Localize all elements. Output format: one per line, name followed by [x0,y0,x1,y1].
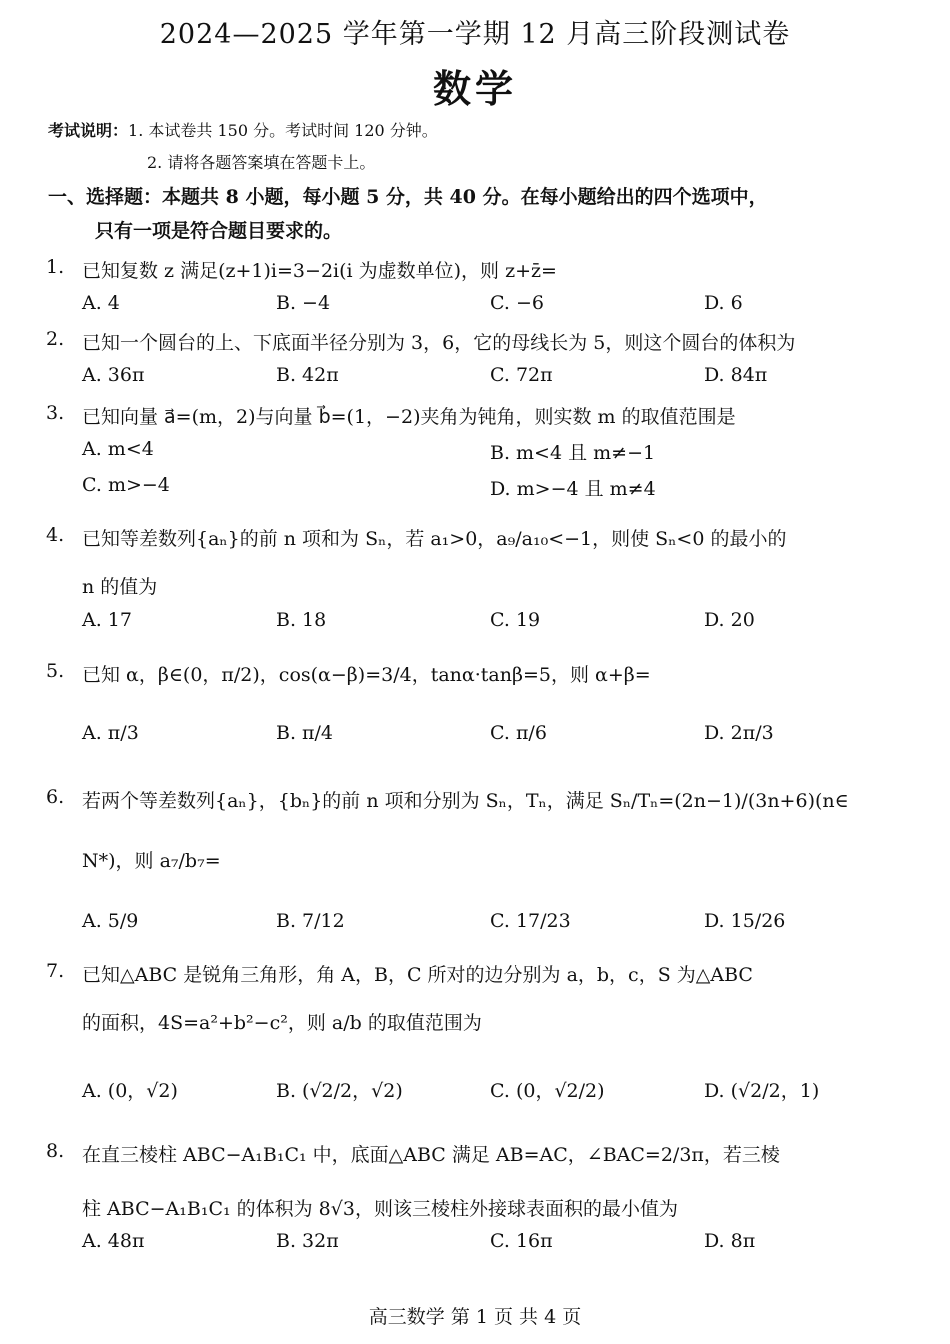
question-3-stem: 已知向量 a⃗=(m，2)与向量 b⃗=(1，−2)夹角为钝角，则实数 m 的取值范围是 [82,406,736,428]
question-6-option-d: D. 15/26 [704,910,786,932]
question-1-option-d: D. 6 [704,292,743,314]
question-2-option-b: B. 42π [276,364,339,386]
question-5-stem: 已知 α，β∈(0，π/2)，cos(α−β)=3/4，tanα·tanβ=5，则 α+β= [82,664,651,686]
question-1-number: 1. [46,256,65,278]
question-8-option-d: D. 8π [704,1230,756,1252]
question-3-option-a: A. m<4 [82,438,154,460]
question-3-option-b: B. m<4 且 m≠−1 [490,442,656,464]
question-7-number: 7. [46,960,65,982]
question-4-stem-line1: 已知等差数列{aₙ}的前 n 项和为 Sₙ，若 a₁>0，a₉/a₁₀<−1，则使 Sₙ<0 的最小的 [82,528,787,550]
question-8-number: 8. [46,1140,65,1162]
question-8-stem-line2: 柱 ABC−A₁B₁C₁ 的体积为 8√3，则该三棱柱外接球表面积的最小值为 [82,1198,678,1220]
question-4-stem-line2: n 的值为 [82,576,158,598]
question-7-stem-line1: 已知△ABC 是锐角三角形，角 A，B，C 所对的边分别为 a，b，c，S 为△ABC [82,964,753,986]
question-6-option-c: C. 17/23 [490,910,571,932]
question-5-option-d: D. 2π/3 [704,722,774,744]
question-6-stem-line2: N*)，则 a₇/b₇= [82,850,221,872]
question-7-option-d: D. (√2/2，1) [704,1080,820,1102]
question-4-option-b: B. 18 [276,609,327,631]
question-8-stem-line1: 在直三棱柱 ABC−A₁B₁C₁ 中，底面△ABC 满足 AB=AC，∠BAC=2/3π，若三棱 [82,1144,780,1166]
section-heading-line1: 一、选择题：本题共 8 小题，每小题 5 分，共 40 分。在每小题给出的四个选项中， [48,186,768,208]
notes-label: 考试说明： [48,121,129,140]
page-footer: 高三数学 第 1 页 共 4 页 [368,1306,582,1328]
question-5-option-a: A. π/3 [82,722,139,744]
question-2-option-c: C. 72π [490,364,553,386]
question-6-option-a: A. 5/9 [82,910,139,932]
question-1-stem: 已知复数 z 满足(z+1)i=3−2i(i 为虚数单位)，则 z+z̄= [82,260,557,282]
question-5-option-b: B. π/4 [276,722,334,744]
question-4-option-a: A. 17 [82,609,132,631]
question-6-number: 6. [46,786,65,808]
question-1-option-c: C. −6 [490,292,544,314]
notes-item-1: 1. 本试卷共 150 分。考试时间 120 分钟。 [128,121,438,140]
question-2-stem: 已知一个圆台的上、下底面半径分别为 3，6，它的母线长为 5，则这个圆台的体积为 [82,332,796,354]
question-7-stem-line2: 的面积，4S=a²+b²−c²，则 a/b 的取值范围为 [82,1012,482,1034]
question-2-option-a: A. 36π [82,364,145,386]
question-7-option-a: A. (0，√2) [82,1080,178,1102]
question-4-number: 4. [46,524,65,546]
subject-title: 数学 [432,66,517,111]
question-4-option-d: D. 20 [704,609,755,631]
question-2-number: 2. [46,328,65,350]
question-1-option-b: B. −4 [276,292,331,314]
question-8-option-b: B. 32π [276,1230,339,1252]
exam-notes [48,118,438,141]
section-heading-line2: 只有一项是符合题目要求的。 [95,220,343,242]
question-1-option-a: A. 4 [82,292,120,314]
question-5-number: 5. [46,660,65,682]
question-7-option-b: B. (√2/2，√2) [276,1080,403,1102]
question-3-option-c: C. m>−4 [82,474,170,496]
question-7-option-c: C. (0，√2/2) [490,1080,605,1102]
question-4-option-c: C. 19 [490,609,541,631]
notes-item-2: 2. 请将各题答案填在答题卡上。 [147,153,376,172]
question-5-option-c: C. π/6 [490,722,547,744]
question-8-option-a: A. 48π [82,1230,145,1252]
question-2-option-d: D. 84π [704,364,768,386]
question-6-stem-line1: 若两个等差数列{aₙ}，{bₙ}的前 n 项和分别为 Sₙ，Tₙ，满足 Sₙ/Tₙ=(2n−1)/(3n+6)(n∈ [82,790,849,812]
question-3-option-d: D. m>−4 且 m≠4 [490,478,656,500]
exam-title: 2024—2025 学年第一学期 12 月高三阶段测试卷 [159,19,791,50]
question-8-option-c: C. 16π [490,1230,553,1252]
question-3-number: 3. [46,402,65,424]
question-6-option-b: B. 7/12 [276,910,345,932]
